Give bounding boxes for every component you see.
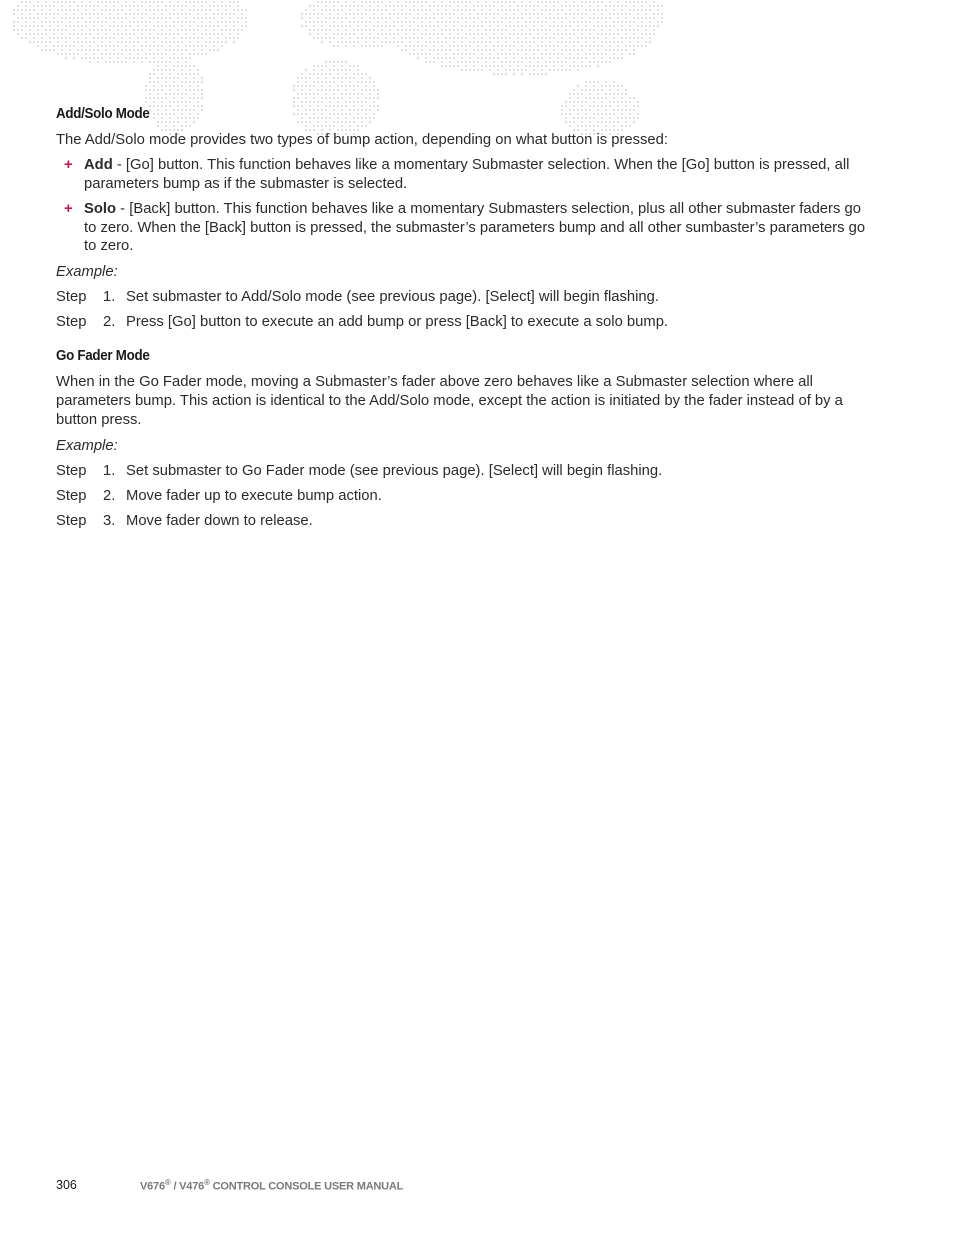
example-label: Example:: [56, 437, 118, 454]
section-add-solo-mode: [56, 106, 876, 332]
step-item: [56, 288, 876, 307]
manual-title: [140, 1178, 403, 1193]
plus-bullet-icon: +: [64, 157, 73, 173]
bullet-list: [56, 156, 876, 256]
section-heading: Go Fader Mode: [56, 347, 150, 364]
model-a: V676: [140, 1180, 165, 1193]
step-text: Move fader down to release.: [126, 512, 313, 529]
bullet-item-add: [56, 156, 876, 193]
bullet-term: Add: [84, 157, 113, 173]
section-paragraph: When in the Go Fader mode, moving a Submaster’s fader above zero behaves like a Submaster selection where all parameters bump. This action is identical to the Add/Solo mode, except the action is initiated by the fader instead of by a button press.: [56, 373, 843, 428]
model-b: V476: [179, 1180, 205, 1193]
step-item: [56, 462, 876, 481]
bullet-text: - [Back] button. This function behaves like a momentary Submasters selection, plus all other submaster faders go to zero. When the [Back] button is pressed, the submaster’s parameters bump and all other sumbaster’s parameters go to zero.: [84, 201, 866, 254]
step-list: [56, 288, 876, 332]
step-word: Step: [56, 288, 87, 305]
title-rest: CONTROL CONSOLE USER MANUAL: [209, 1180, 404, 1193]
title-separator: /: [170, 1180, 180, 1193]
step-item: [56, 313, 876, 332]
step-text: Set submaster to Add/Solo mode (see previous page). [Select] will begin flashing.: [126, 288, 659, 305]
step-text: Move fader up to execute bump action.: [126, 487, 382, 504]
step-number: 1.: [103, 462, 116, 479]
section-go-fader-mode: [56, 348, 876, 531]
bullet-item-solo: [56, 200, 876, 256]
step-word: Step: [56, 487, 87, 504]
registered-mark: ®: [204, 1178, 210, 1187]
step-list: [56, 462, 876, 531]
step-number: 3.: [103, 512, 116, 529]
step-word: Step: [56, 462, 87, 479]
step-number: 2.: [103, 487, 116, 504]
registered-mark: ®: [164, 1178, 171, 1187]
intro-paragraph: The Add/Solo mode provides two types of bump action, depending on what button is pressed:: [56, 132, 668, 148]
step-word: Step: [56, 313, 87, 330]
plus-bullet-icon: +: [64, 201, 73, 217]
step-word: Step: [56, 512, 87, 529]
step-number: 1.: [103, 288, 116, 305]
section-heading: Add/Solo Mode: [56, 106, 150, 122]
step-item: [56, 512, 876, 531]
bullet-text: - [Go] button. This function behaves like a momentary Submaster selection. When the [Go] button is pressed, all parameters bump as if the submaster is selected.: [84, 157, 850, 192]
step-number: 2.: [103, 313, 116, 330]
step-text: Set submaster to Go Fader mode (see previous page). [Select] will begin flashing.: [126, 462, 663, 479]
page-number: 306: [56, 1178, 77, 1192]
bullet-term: Solo: [84, 201, 117, 217]
page-content: [56, 106, 876, 543]
step-item: [56, 487, 876, 506]
step-text: Press [Go] button to execute an add bump or press [Back] to execute a solo bump.: [126, 313, 669, 330]
example-label: Example:: [56, 263, 118, 280]
